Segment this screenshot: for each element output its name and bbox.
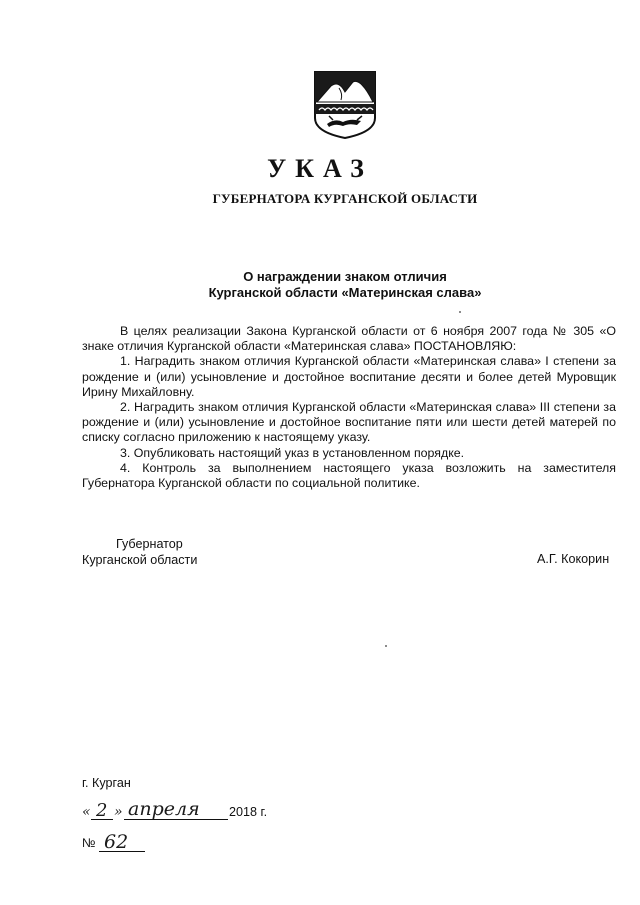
number-prefix: №	[82, 836, 96, 850]
date-day-underline	[91, 819, 113, 820]
scan-speck	[459, 311, 461, 313]
document-number	[82, 832, 182, 858]
item-1-paragraph: 1. Наградить знаком отличия Курганской области «Материнская слава» I степени за рождение и (или) усыновление и достойное воспитание десяти и более детей Муровщик Ирину Михайловну.	[82, 354, 616, 399]
number-handwritten: 62	[104, 831, 129, 853]
item-3-paragraph: 3. Опубликовать настоящий указ в установленном порядке.	[120, 445, 465, 460]
scan-speck	[385, 645, 387, 647]
document-date	[82, 798, 282, 826]
date-day-handwritten: 2	[96, 800, 108, 821]
date-month-handwritten: апреля	[128, 798, 200, 820]
item-2-paragraph: 2. Наградить знаком отличия Курганской области «Материнская слава» III степени за рождение и (или) усыновление и достойное воспитание пяти или шести детей матерей по списку согласно приложению к настоящему указу.	[82, 400, 616, 445]
heading-line-1: О награждении знаком отличия	[243, 269, 447, 284]
heading-line-2: Курганской области «Материнская слава»	[208, 285, 482, 300]
document-heading	[0, 269, 640, 301]
coat-of-arms-icon	[313, 70, 377, 140]
document-title: УКАЗ	[267, 154, 373, 183]
date-close-quote: »	[114, 804, 123, 820]
date-month-underline	[124, 819, 228, 820]
date-year: 2018 г.	[229, 805, 268, 819]
position-line-2: Курганской области	[82, 552, 198, 567]
number-underline	[99, 851, 145, 852]
document-issuer: ГУБЕРНАТОРА КУРГАНСКОЙ ОБЛАСТИ	[212, 191, 478, 206]
signatory-position	[82, 537, 197, 568]
preamble-paragraph: В целях реализации Закона Курганской области от 6 ноября 2007 года № 305 «О знаке отличия Курганской области «Материнская слава» ПОСТАНОВЛЯЮ:	[82, 324, 616, 354]
document-body	[82, 324, 616, 491]
item-4-paragraph: 4. Контроль за выполнением настоящего указа возложить на заместителя Губернатора Курганской области по социальной политике.	[82, 460, 616, 491]
position-line-1: Губернатор	[116, 537, 183, 551]
date-open-quote: «	[82, 804, 91, 820]
signatory-name: А.Г. Кокорин	[537, 552, 610, 566]
document-place: г. Курган	[82, 776, 131, 790]
